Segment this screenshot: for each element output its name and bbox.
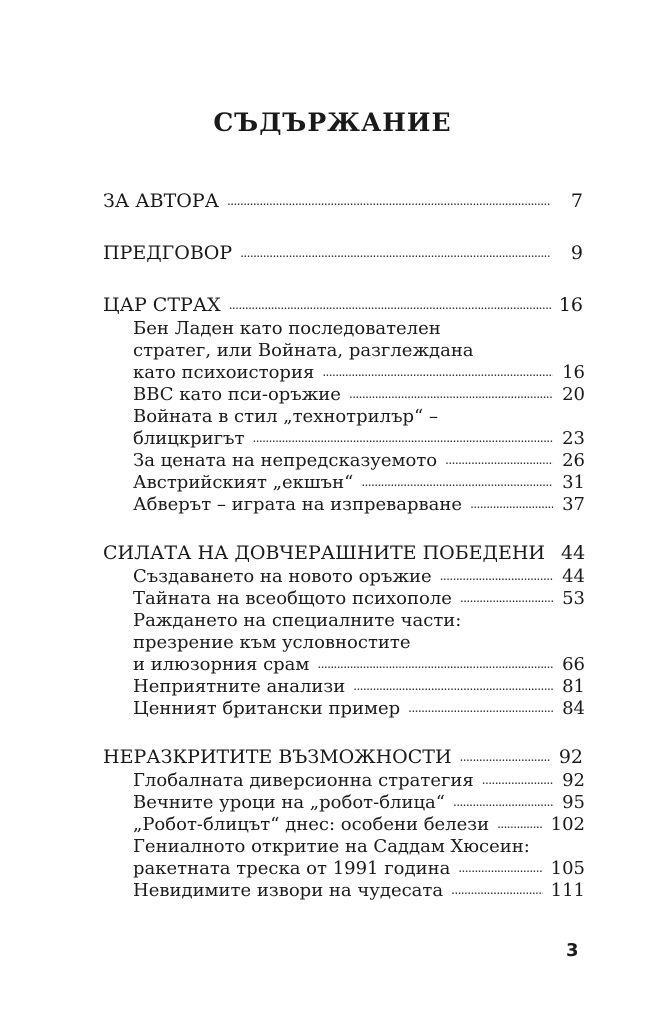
dot-leader [322,366,553,378]
toc-section-entry [133,880,585,902]
toc-entry-title: НЕРАЗКРИТИТЕ ВЪЗМОЖНОСТИ [103,746,452,768]
toc-entry-title: Невидимите извори на чудесата [133,880,444,901]
toc-entry-page: 44 [562,566,585,587]
toc-entry-title: ракетната треска от 1991 година [133,858,451,879]
toc-entry-title: Тайната на всеобщото психополе [133,588,452,609]
toc-entry-page: 20 [562,384,585,405]
toc-entry-page: 95 [562,792,585,813]
toc-section-entry [133,632,585,654]
toc-section-entry [133,698,585,720]
toc-section-entry [133,494,585,516]
toc-section-entry [133,836,585,858]
toc-section-entry [133,610,585,632]
toc-section-entry [133,566,585,588]
toc-section-entry [133,450,585,472]
dot-leader [470,498,553,510]
dot-leader [458,862,542,874]
dot-leader [229,299,551,311]
dot-leader [482,774,553,786]
toc-section-entry [133,858,585,880]
toc-entry-page: 66 [562,654,585,675]
toc-entry-page: 92 [558,746,583,768]
toc-entry-title: ЦАР СТРАХ [103,294,221,316]
toc-entry-page: 81 [562,676,585,697]
dot-leader [353,680,553,692]
toc-entry-title: и илюзорния срам [133,654,310,675]
toc-title: СЪДЪРЖАНИЕ [213,108,452,137]
toc-entry-page: 92 [562,770,585,791]
toc-entry-title: Австрийският „екшън“ [133,472,354,493]
toc-entry-title: „Робот-блицът“ днес: особени белези [133,814,490,835]
toc-chapter-entry [103,542,586,564]
dot-leader [460,592,553,604]
toc-section-entry [133,318,585,340]
toc-entry-page: 37 [562,494,585,515]
toc-section-entry [133,770,585,792]
toc-entry-title: Ценният британски пример [133,698,401,719]
dot-leader [317,658,553,670]
toc-section-entry [133,472,585,494]
dot-leader [227,195,551,207]
dot-leader [408,702,553,714]
toc-entry-page: 53 [562,588,585,609]
toc-entry-title: ЗА АВТОРА [103,190,220,212]
toc-entry-title: Войната в стил „технотрилър“ – [133,406,438,427]
toc-chapter-entry [103,746,583,768]
toc-entry-page: 44 [561,542,586,564]
toc-entry-page: 26 [562,450,585,471]
toc-entry-page: 23 [562,428,585,449]
toc-entry-title: СИЛАТА НА ДОВЧЕРАШНИТЕ ПОБЕДЕНИ [103,542,546,564]
toc-section-entry [133,362,585,384]
toc-entry-title: Гениалното откритие на Саддам Хюсеин: [133,836,530,857]
toc-chapter-entry [103,242,583,264]
toc-entry-title: като психоистория [133,362,315,383]
page-number: 3 [566,940,579,961]
dot-leader [453,796,553,808]
toc-section-entry [133,384,585,406]
toc-section-entry [133,792,585,814]
toc-entry-title: блицкригът [133,428,245,449]
dot-leader [240,247,551,259]
toc-entry-page: 16 [562,362,585,383]
dot-leader [445,454,553,466]
dot-leader [252,432,553,444]
dot-leader [497,818,543,830]
toc-entry-title: Вечните уроци на „робот-блица“ [133,792,445,813]
toc-entry-page: 31 [562,472,585,493]
toc-chapter-entry [103,294,583,316]
toc-section-entry [133,428,585,450]
toc-entry-page: 84 [562,698,585,719]
toc-entry-title: За цената на непредсказуемото [133,450,438,471]
toc-section-entry [133,676,585,698]
toc-entry-title: Глобалната диверсионна стратегия [133,770,474,791]
toc-chapter-entry [103,190,583,212]
toc-entry-page: 9 [570,242,583,264]
toc-section-entry [133,814,585,836]
dot-leader [460,751,551,763]
toc-entry-title: BBC като пси-оръжие [133,384,341,405]
toc-entry-page: 111 [550,880,585,901]
toc-entry-title: презрение към условностите [133,632,411,653]
dot-leader [349,388,553,400]
dot-leader [440,570,553,582]
toc-section-entry [133,654,585,676]
toc-entry-title: стратег, или Войната, разглеждана [133,340,474,361]
toc-entry-title: Раждането на специалните части: [133,610,462,631]
toc-section-entry [133,588,585,610]
toc-section-entry [133,340,585,362]
toc-entry-page: 16 [558,294,583,316]
dot-leader [361,476,553,488]
toc-section-entry [133,406,585,428]
toc-entry-page: 102 [550,814,585,835]
toc-entry-title: Абверът – играта на изпреварване [133,494,463,515]
toc-entry-title: Бен Ладен като последователен [133,318,441,339]
toc-entry-title: ПРЕДГОВОР [103,242,233,264]
toc-entry-page: 105 [550,858,585,879]
toc-entry-page: 7 [570,190,583,212]
toc-entry-title: Създаването на новото оръжие [133,566,432,587]
toc-entry-title: Неприятните анализи [133,676,346,697]
dot-leader [451,884,543,896]
